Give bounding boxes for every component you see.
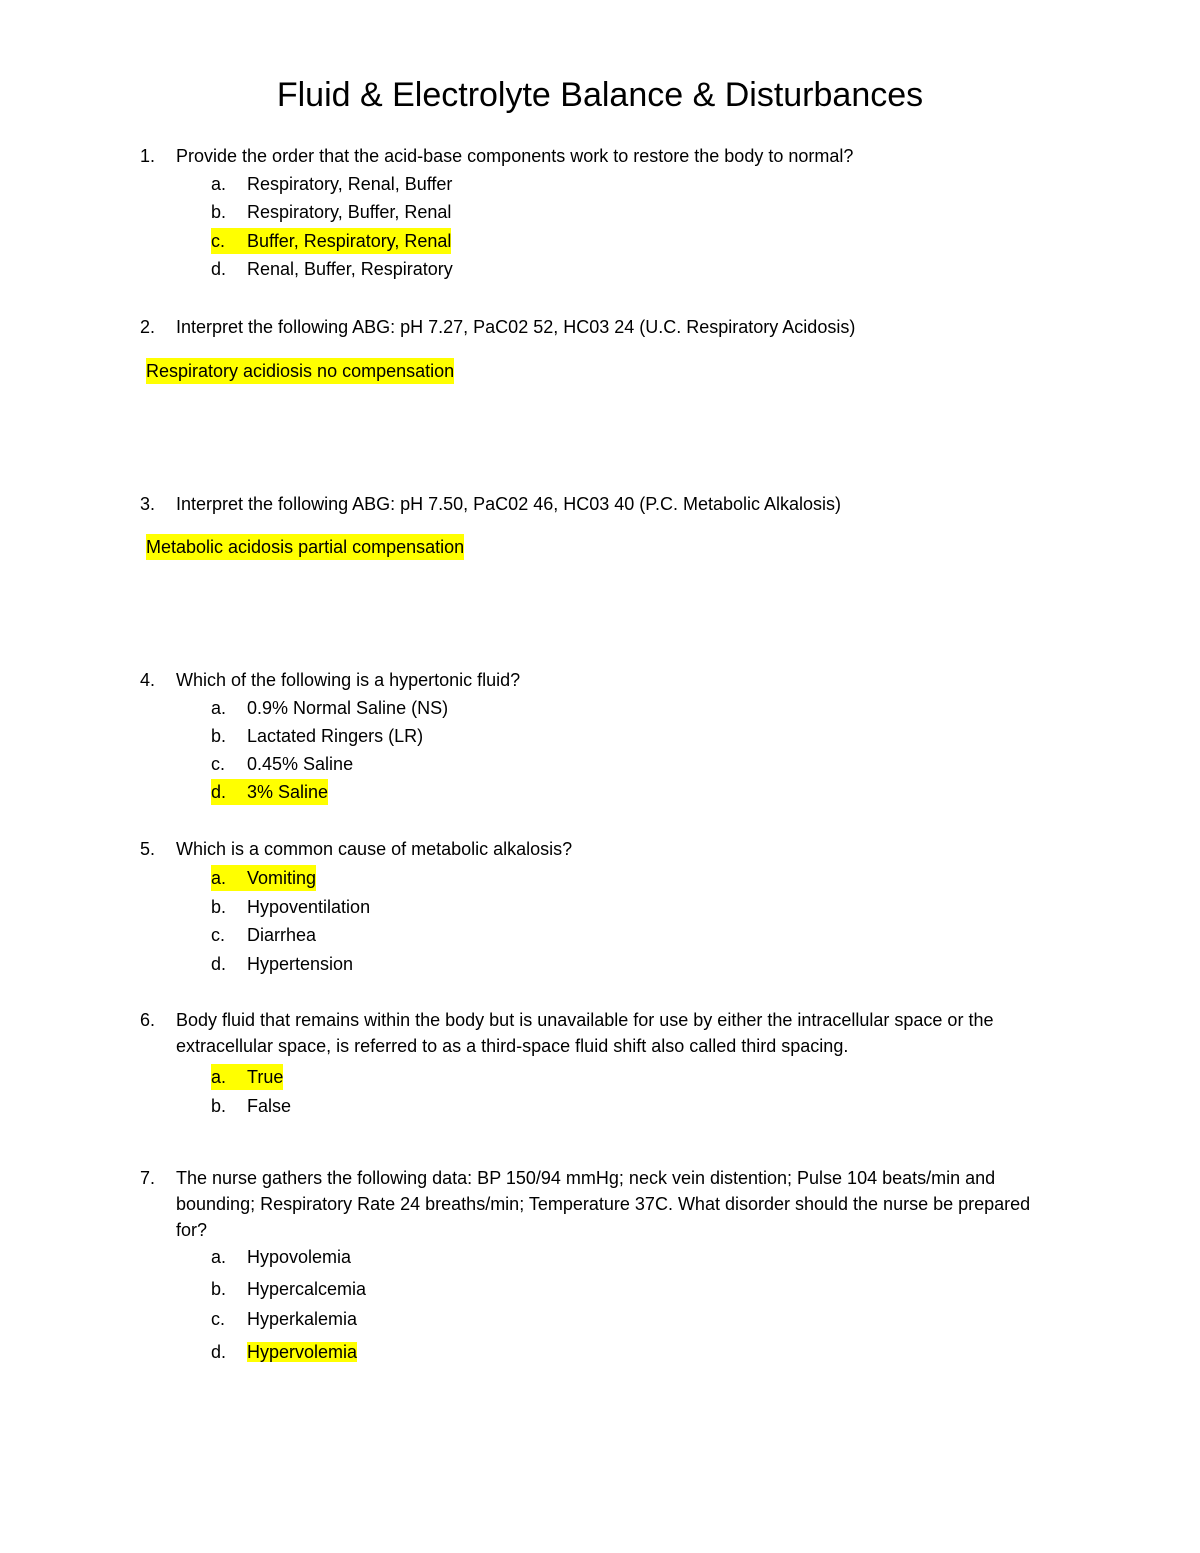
question-text: Body fluid that remains within the body but is unavailable for use by either the intracellular space or the extracellular space, is referred to as a third-space fluid shift also called third spacing. [176, 1010, 994, 1056]
option-6b: b. False [211, 1096, 292, 1116]
option-5c: c. Diarrhea [211, 925, 317, 945]
question-number: 3. [140, 494, 156, 514]
option-4b: b. Lactated Ringers (LR) [211, 726, 424, 746]
question-7 [140, 1165, 1060, 1243]
question-number: 2. [140, 317, 156, 337]
question-4 [140, 667, 1060, 693]
option-7d: d. Hypervolemia [211, 1342, 358, 1362]
question-text: Interpret the following ABG: pH 7.50, PaC02 46, HC03 40 (P.C. Metabolic Alkalosis) [176, 494, 842, 514]
option-1a: a. Respiratory, Renal, Buffer [211, 174, 453, 194]
question-1 [140, 143, 1060, 169]
option-7a: a. Hypovolemia [211, 1247, 352, 1267]
question-text: Provide the order that the acid-base components work to restore the body to normal? [176, 146, 854, 166]
question-number: 4. [140, 670, 156, 690]
option-1d: d. Renal, Buffer, Respiratory [211, 259, 453, 279]
page-title: Fluid & Electrolyte Balance & Disturbances [276, 76, 924, 114]
option-6a-highlighted: a. True [211, 1064, 283, 1090]
option-7d-highlighted-text: Hypervolemia [247, 1342, 358, 1362]
question-text: Which is a common cause of metabolic alkalosis? [176, 839, 573, 859]
option-7c: c. Hyperkalemia [211, 1309, 358, 1329]
question-5 [140, 836, 1060, 862]
option-4d-highlighted: d. 3% Saline [211, 779, 328, 805]
question-number: 1. [140, 146, 156, 166]
question-text: The nurse gathers the following data: BP 150/94 mmHg; neck vein distention; Pulse 104 beats/min and bounding; Respiratory Rate 24 breaths/min; Temperature 37C. What disorder should the nurse be prepared for? [176, 1168, 1031, 1240]
answer-2-highlighted: Respiratory acidiosis no compensation [146, 358, 454, 384]
question-3 [140, 491, 1060, 517]
option-4a: a. 0.9% Normal Saline (NS) [211, 698, 449, 718]
question-6 [140, 1007, 1060, 1059]
question-text: Interpret the following ABG: pH 7.27, PaC02 52, HC03 24 (U.C. Respiratory Acidosis) [176, 317, 856, 337]
question-text: Which of the following is a hypertonic fluid? [176, 670, 521, 690]
option-5d: d. Hypertension [211, 954, 354, 974]
option-1b: b. Respiratory, Buffer, Renal [211, 202, 452, 222]
question-number: 7. [140, 1168, 156, 1188]
question-number: 6. [140, 1010, 156, 1030]
answer-3-highlighted: Metabolic acidosis partial compensation [146, 534, 464, 560]
option-7b: b. Hypercalcemia [211, 1279, 367, 1299]
question-2 [140, 314, 1060, 340]
option-4c: c. 0.45% Saline [211, 754, 354, 774]
question-number: 5. [140, 839, 156, 859]
option-5b: b. Hypoventilation [211, 897, 371, 917]
option-1c-highlighted: c. Buffer, Respiratory, Renal [211, 228, 451, 254]
option-5a-highlighted: a. Vomiting [211, 865, 316, 891]
